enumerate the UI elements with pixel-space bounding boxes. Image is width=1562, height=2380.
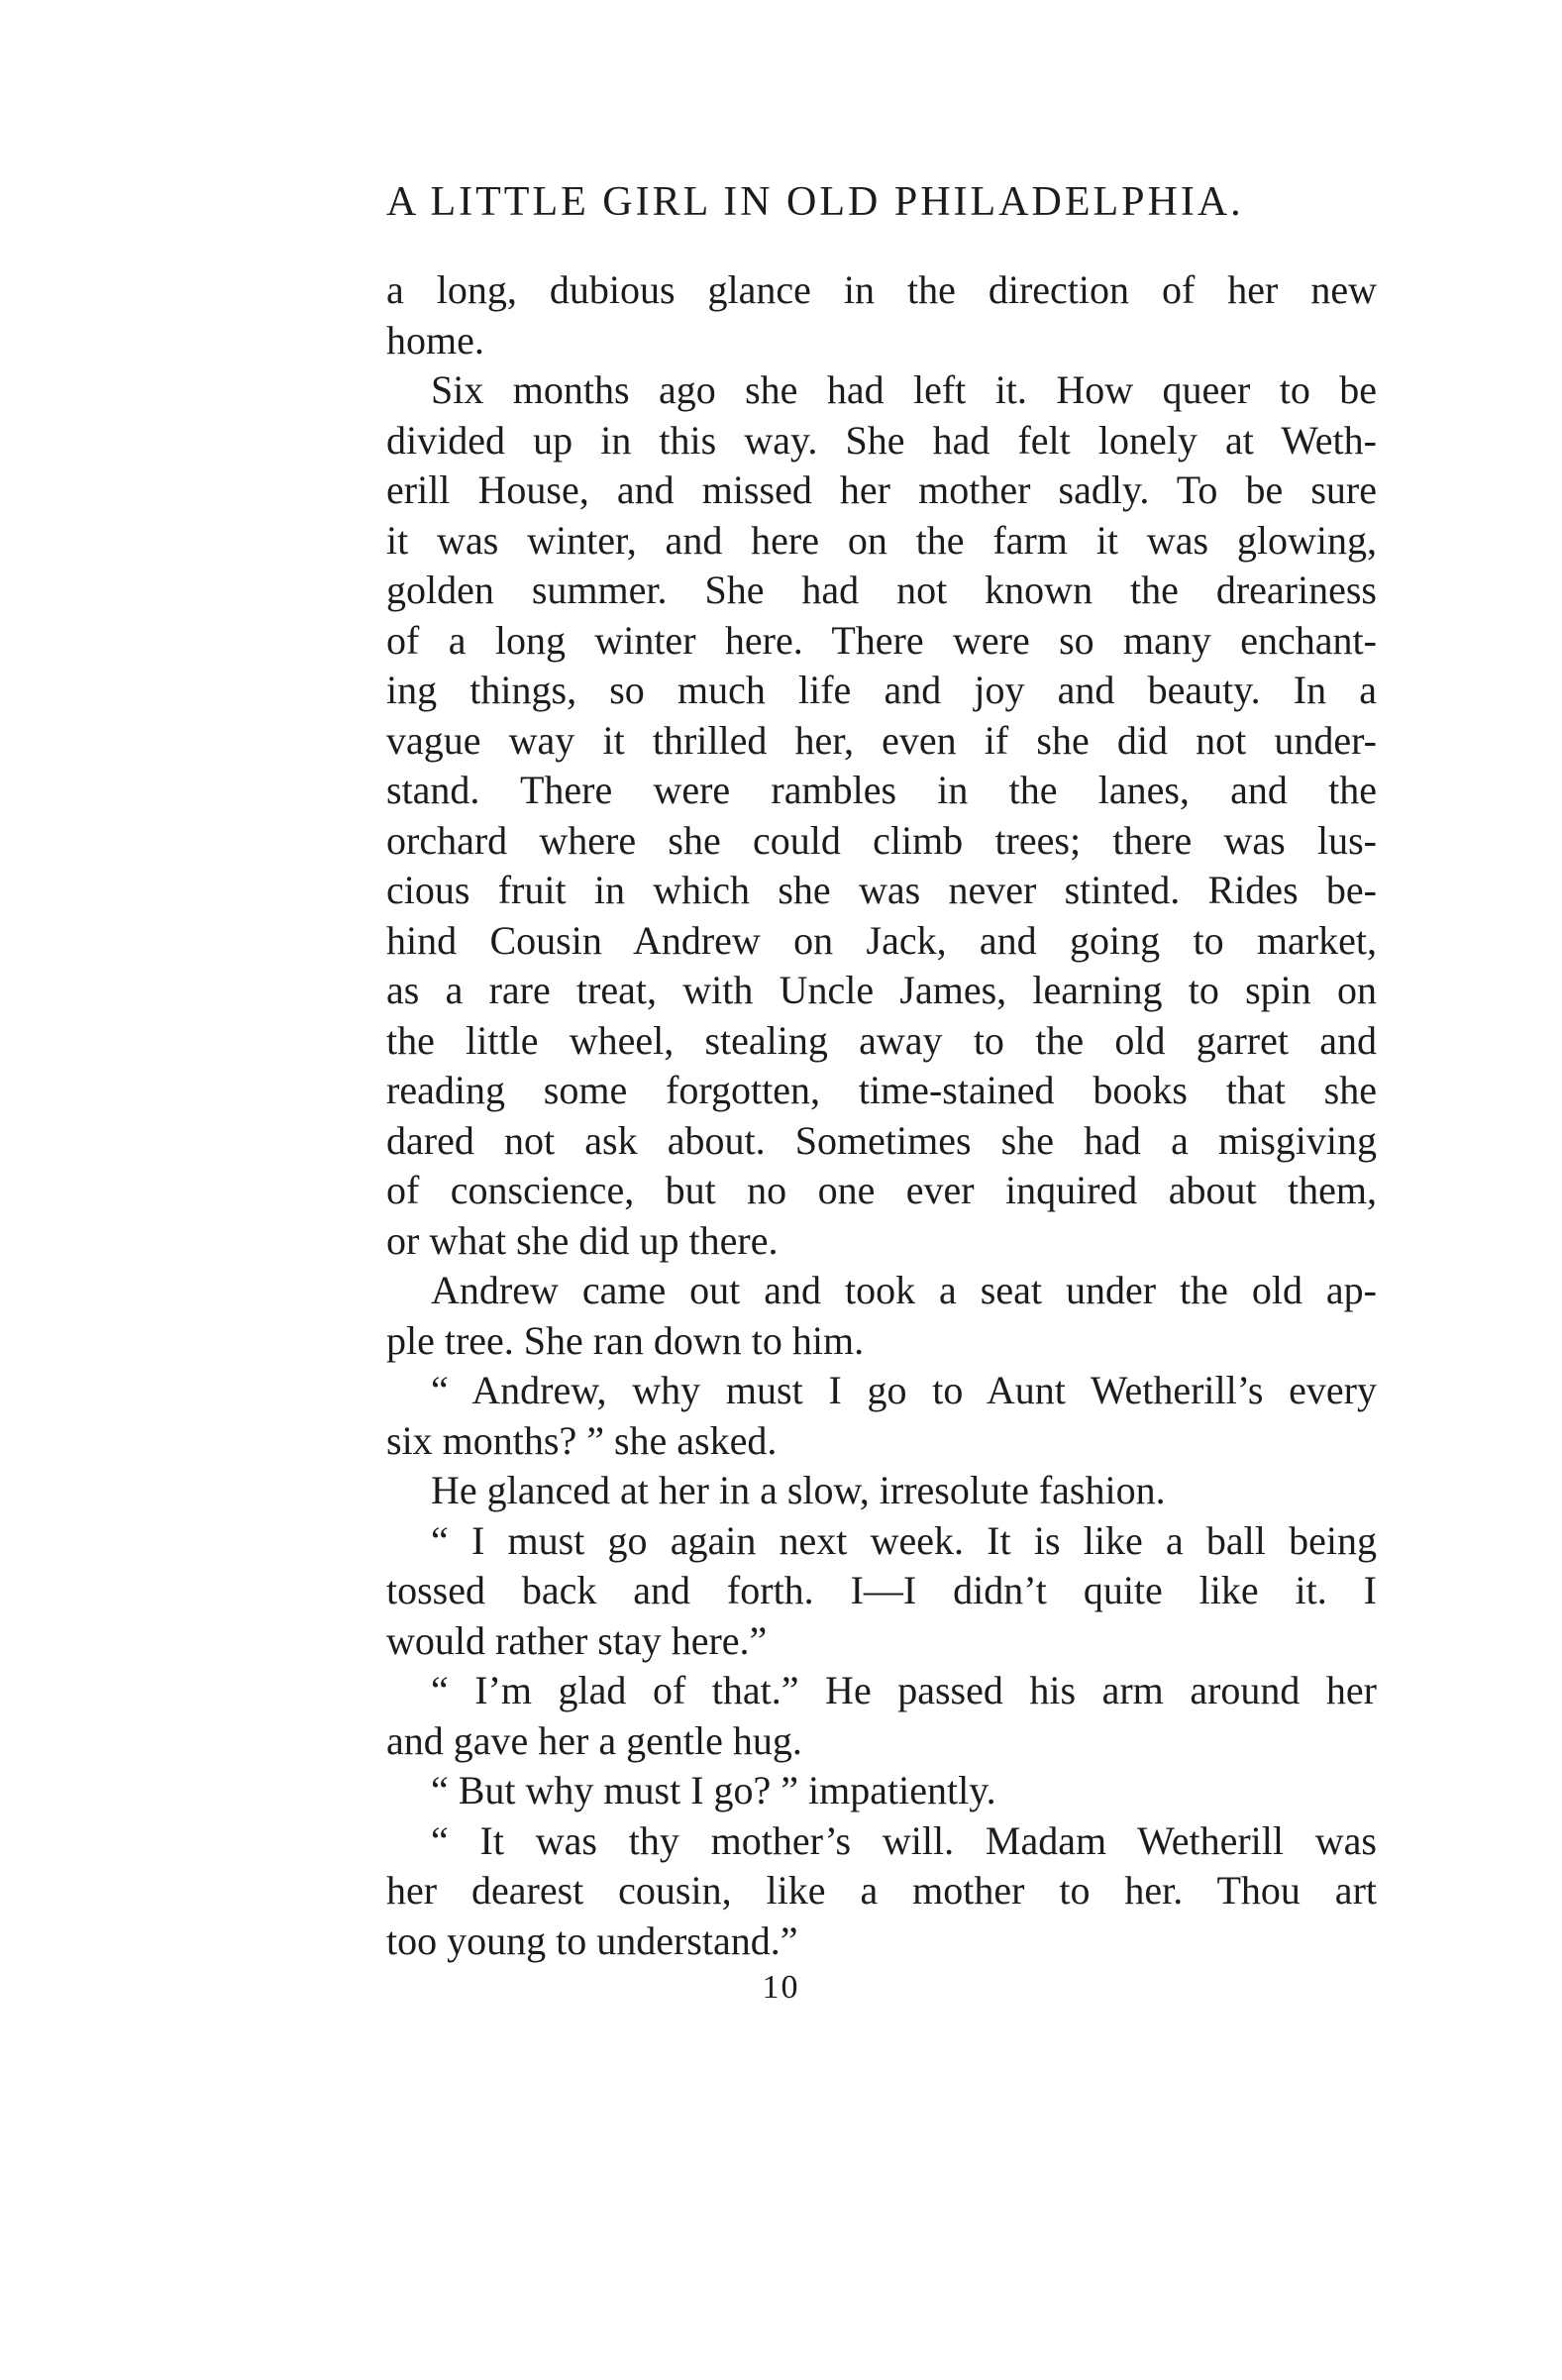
text-line: the little wheel, stealing away to the old garret and <box>386 1017 1377 1063</box>
text-line: stand. There were rambles in the lanes, and the <box>386 768 1377 812</box>
text-line: too young to understand.” <box>386 1917 798 1963</box>
text-line: He glanced at her in a slow, irresolute fashion. <box>431 1468 1166 1512</box>
text-line: a long, dubious glance in the direction of her new <box>386 267 1377 312</box>
paragraph <box>386 1666 1377 1766</box>
text-line: divided up in this way. She had felt lonely at Weth- <box>386 417 1377 463</box>
paragraph <box>386 365 1377 1266</box>
paragraph <box>386 1366 1377 1466</box>
text-line: six months? ” she asked. <box>386 1417 778 1463</box>
running-head: A LITTLE GIRL IN OLD PHILADELPHIA. <box>386 179 1244 225</box>
text-line: and gave her a gentle hug. <box>386 1717 802 1763</box>
text-line: or what she did up there. <box>386 1217 779 1263</box>
text-line: erill House, and missed her mother sadly. To be sure <box>386 467 1377 512</box>
text-line: home. <box>386 317 484 362</box>
paragraph <box>386 1466 1377 1516</box>
paragraph <box>386 1266 1377 1366</box>
text-line: her dearest cousin, like a mother to her. Thou art <box>386 1868 1377 1913</box>
text-line: “ But why must I go? ” impatiently. <box>431 1768 996 1812</box>
paragraph <box>386 1816 1377 1967</box>
page-number: 10 <box>762 1969 800 2006</box>
text-line: “ I must go again next week. It is like a ball being <box>431 1517 1377 1563</box>
text-line: tossed back and forth. I—I didn’t quite like it. I <box>386 1568 1377 1612</box>
text-line: golden summer. She had not known the dreariness <box>386 568 1377 612</box>
text-line: Andrew came out and took a seat under the old ap- <box>431 1268 1377 1312</box>
paragraph <box>386 265 1377 365</box>
text-line: as a rare treat, with Uncle James, learning to spin on <box>386 968 1377 1012</box>
body-text <box>386 265 1377 1966</box>
text-line: “ It was thy mother’s will. Madam Wetherill was <box>431 1817 1377 1863</box>
text-line: reading some forgotten, time-stained books that she <box>386 1068 1377 1112</box>
text-line: it was winter, and here on the farm it was glowing, <box>386 517 1377 563</box>
text-line: hind Cousin Andrew on Jack, and going to market, <box>386 917 1377 963</box>
text-line: dared not ask about. Sometimes she had a misgiving <box>386 1117 1377 1163</box>
text-line: orchard where she could climb trees; there was lus- <box>386 817 1377 863</box>
paragraph <box>386 1766 1377 1816</box>
paragraph <box>386 1516 1377 1667</box>
text-line: vague way it thrilled her, even if she did not under- <box>386 717 1377 763</box>
text-line: of a long winter here. There were so many enchant- <box>386 617 1377 663</box>
text-line: ing things, so much life and joy and beauty. In a <box>386 668 1377 712</box>
text-line: would rather stay here.” <box>386 1617 768 1663</box>
text-line: “ I’m glad of that.” He passed his arm around her <box>431 1668 1377 1712</box>
text-line: of conscience, but no one ever inquired about them, <box>386 1168 1377 1212</box>
text-line: Six months ago she had left it. How queer to be <box>431 367 1377 412</box>
text-line: “ Andrew, why must I go to Aunt Wetherill’s every <box>431 1368 1377 1412</box>
text-line: cious fruit in which she was never stinted. Rides be- <box>386 868 1377 912</box>
text-line: ple tree. She ran down to him. <box>386 1317 865 1363</box>
